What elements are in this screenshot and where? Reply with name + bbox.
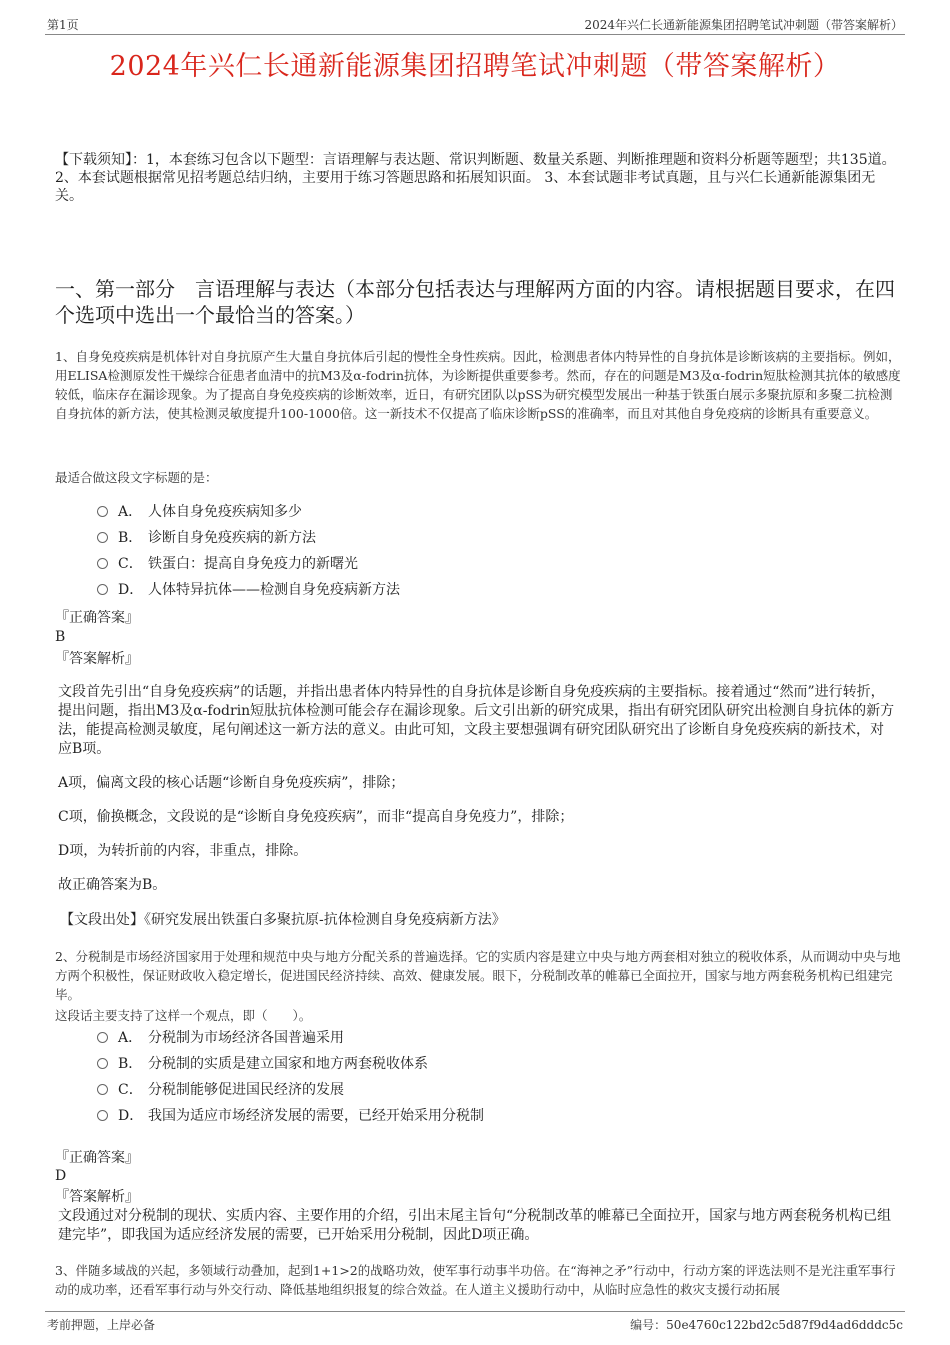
question-1-source: 【文段出处】《研究发展出铁蛋白多聚抗原-抗体检测自身免疫病新方法》 (60, 912, 506, 928)
option-c[interactable]: C． 分税制能够促进国民经济的发展 (97, 1077, 484, 1103)
page-footer (45, 1311, 905, 1334)
analysis-paragraph: A项，偏离文段的核心话题“诊断自身免疫疾病”，排除； (58, 775, 405, 791)
radio-icon[interactable] (97, 506, 108, 517)
question-1-analysis (58, 683, 896, 910)
question-1-analysis-label: 『答案解析』 (55, 651, 139, 667)
option-a[interactable]: A． 人体自身免疫疾病知多少 (97, 499, 400, 525)
radio-icon[interactable] (97, 1032, 108, 1043)
page-header (45, 14, 905, 35)
question-2-answer: D (55, 1168, 67, 1184)
question-2-stem: 2、分税制是市场经济国家用于处理和规范中央与地方分配关系的普遍选择。它的实质内容是建立中央与地方两套相对独立的税收体系，从而调动中央与地方两个积极性，保证财政收入稳定增长，促进国民经济持续、高效、健康发展。眼下，分税制改革的帷幕已全面拉开，国家与地方两套税务机构已组建完毕。 (55, 949, 901, 1002)
radio-icon[interactable] (97, 1058, 108, 1069)
question-2-answer-label: 『正确答案』 (55, 1150, 139, 1166)
question-1-options (97, 499, 400, 603)
radio-icon[interactable] (97, 532, 108, 543)
option-b[interactable]: B． 分税制的实质是建立国家和地方两套税收体系 (97, 1051, 484, 1077)
footer-slogan: 考前押题，上岸必备 (47, 1318, 156, 1332)
header-doc-title: 2024年兴仁长通新能源集团招聘笔试冲刺题（带答案解析） (584, 18, 903, 32)
analysis-paragraph: 文段首先引出“自身免疫疾病”的话题，并指出患者体内特异性的自身抗体是诊断自身免疫疾病的主要指标。接着通过“然而”进行转折，提出问题，指出M3及α-fodrin短肽抗体检测可能会存在漏诊现象。后文引出新的研究成果，指出有研究团队研究出检测自身抗体的新方法，能提高检测灵敏度，尾句阐述这一新方法的意义。由此可知，文段主要想强调有研究团队研究出了诊断自身免疫疾病的新技术，对应B项。 (58, 684, 895, 757)
option-d[interactable]: D． 我国为适应市场经济发展的需要，已经开始采用分税制 (97, 1103, 484, 1129)
option-c[interactable]: C． 铁蛋白：提高自身免疫力的新曙光 (97, 551, 400, 577)
option-d[interactable]: D． 人体特异抗体——检测自身免疫病新方法 (97, 577, 400, 603)
question-1-answer: B (55, 629, 66, 645)
analysis-paragraph: D项，为转折前的内容，非重点，排除。 (58, 843, 308, 859)
radio-icon[interactable] (97, 584, 108, 595)
question-2-analysis: 文段通过对分税制的现状、实质内容、主要作用的介绍，引出末尾主旨句“分税制改革的帷幕已全面拉开，国家与地方两套税务机构已组建完毕”，即我国为适应经济发展的需要，已开始采用分税制，因此D项正确。 (58, 1208, 892, 1243)
question-2-prompt: 这段话主要支持了这样一个观点，即（ ）。 (55, 1008, 312, 1023)
radio-icon[interactable] (97, 1110, 108, 1121)
question-1-prompt: 最适合做这段文字标题的是： (55, 470, 218, 485)
question-3-stem: 3、伴随多域战的兴起，多领域行动叠加，起到1+1>2的战略功效，使军事行动事半功倍。在“海神之矛”行动中，行动方案的评选法则不是光注重军事行动的成功率，还看军事行动与外交行动、降低基地组织报复的综合效益。在人道主义援助行动中，从临时应急性的救灾支援行动拓展 (55, 1263, 896, 1297)
section-title: 一、第一部分 言语理解与表达（本部分包括表达与理解两方面的内容。请根据题目要求，在四个选项中选出一个最恰当的答案。） (55, 277, 895, 327)
radio-icon[interactable] (97, 1084, 108, 1095)
analysis-paragraph: 故正确答案为B。 (58, 877, 167, 893)
footer-code: 编号：50e4760c122bd2c5d87f9d4ad6dddc5c (630, 1318, 903, 1332)
question-2-analysis-label: 『答案解析』 (55, 1189, 139, 1205)
download-notice: 【下载须知】：1，本套练习包含以下题型：言语理解与表达题、常识判断题、数量关系题、判断推理题和资料分析题等题型；共135道。 2、本套试题根据常见招考题总结归纳，主要用于练习答题思路和拓展知识面。 3、本套试题非考试真题，且与兴仁长通新能源集团无关。 (55, 152, 896, 204)
question-1-answer-label: 『正确答案』 (55, 610, 139, 626)
question-2-options (97, 1025, 484, 1129)
analysis-paragraph: C项，偷换概念，文段说的是“诊断自身免疫疾病”，而非“提高自身免疫力”，排除； (58, 809, 574, 825)
page-number: 第1页 (47, 18, 79, 32)
radio-icon[interactable] (97, 558, 108, 569)
question-1-stem: 1、自身免疫疾病是机体针对自身抗原产生大量自身抗体后引起的慢性全身性疾病。因此，检测患者体内特异性的自身抗体是诊断该病的主要指标。例如，用ELISA检测原发性干燥综合征患者血清中的抗M3及α-fodrin抗体，为诊断提供重要参考。然而，存在的问题是M3及α-fodrin短肽检测其抗体的敏感度较低，临床存在漏诊现象。为了提高自身免疫疾病的诊断效率，近日，有研究团队以pSS为研究模型发展出一种基于铁蛋白展示多聚抗原和多聚二抗检测自身抗体的新方法，使其检测灵敏度提升100-1000倍。这一新技术不仅提高了临床诊断pSS的准确率，而且对其他自身免疫病的诊断具有重要意义。 (55, 349, 901, 421)
option-a[interactable]: A． 分税制为市场经济各国普遍采用 (97, 1025, 484, 1051)
option-b[interactable]: B． 诊断自身免疫疾病的新方法 (97, 525, 400, 551)
page-title: 2024年兴仁长通新能源集团招聘笔试冲刺题（带答案解析） (109, 51, 841, 82)
